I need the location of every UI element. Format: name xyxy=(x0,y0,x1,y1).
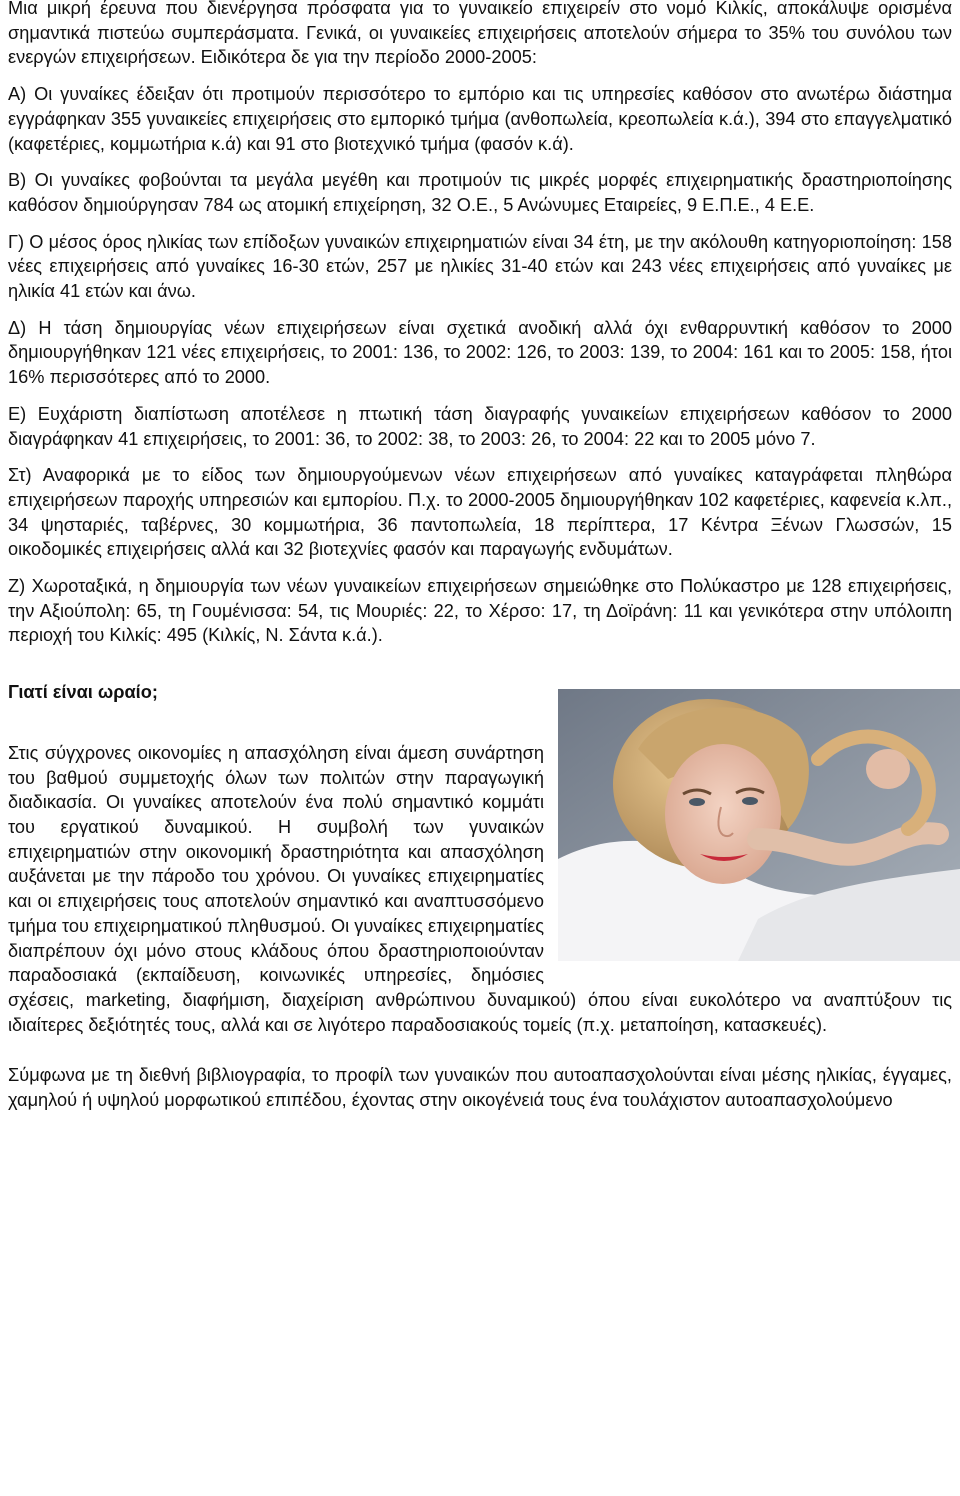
paragraph-why: Στις σύγχρονες οικονομίες η απασχόληση είναι άμεση συνάρτηση του βαθμού συμμετοχής όλων των πολιτών στην παραγωγική διαδικασία. Οι γυναίκες αποτελούν ένα πολύ σημαντικό κομμάτι του εργατικού δυναμικού. Η συμβολή των γυναικών επιχειρηματιών στην οικονομική δραστηριότητα και απασχόληση αυξάνεται με την πάροδο του χρόνου. Οι γυναίκες επιχειρηματίες και οι επιχειρήσεις τους αποτελούν σημαντικό και αναπτυσσόμενο τμήμα του επιχειρηματικού πληθυσμού. Οι γυναίκες επιχειρηματίες διαπρέπουν όχι μόνο στους κλάδους όπου δραστηριοποιούνταν παραδοσιακά (εκπαίδευση, κοινωνικές υπηρεσίες, δημόσιες σχέσεις, marketing, διαφήμιση, διαχείριση ανθρώπινου δυναμικού) όπου είναι ευκολότερο να αναπτύξουν τις ιδιαίτερες δεξιότητές τους, αλλά και σε λιγότερο παραδοσιακούς τομείς (π.χ. μεταποίηση, κατασκευές). xyxy=(8,742,952,1035)
section-heading: Γιατί είναι ωραίο; xyxy=(8,682,158,703)
paragraph-c: Γ) Ο μέσος όρος ηλικίας των επίδοξων γυναικών επιχειρηματιών είναι 34 έτη, με την ακόλουθη κατηγοριοποίηση: 158 νέες επιχειρήσεις από γυναίκες 16-30 ετών, 257 με ηλικίες 31-40 ετών και 243 νέες επιχειρήσεις από γυναίκες με ηλικία 41 ετών και άνω. xyxy=(8,231,952,302)
paragraph-intro: Μια μικρή έρευνα που διενέργησα πρόσφατα για το γυναικείο επιχειρείν στο νομό Κιλκίς, αποκάλυψε ορισμένα σημαντικά πιστεύω συμπεράσματα. Γενικά, οι γυναικείες επιχειρήσεις αποτελούν σήμερα το 35% του συνόλου των ενεργών επιχειρήσεων. Ειδικότερα δε για την περίοδο 2000-2005: xyxy=(8,0,952,68)
portrait-illustration xyxy=(558,689,960,961)
woman-portrait-photo xyxy=(558,689,960,961)
paragraph-last: Σύμφωνα με τη διεθνή βιβλιογραφία, το προφίλ των γυναικών που αυτοαπασχολούνται είναι μέσης ηλικίας, έγγαμες, χαμηλού ή υψηλού μορφωτικού επιπέδου, έχοντας στην οικογένειά τους ένα τουλάχιστον αυτοαπασχολούμενο xyxy=(8,1065,952,1111)
paragraph-b: Β) Οι γυναίκες φοβούνται τα μεγάλα μεγέθη και προτιμούν τις μικρές μορφές επιχειρηματικής δραστηριοποίησης καθόσον δημιούργησαν 784 ως ατομική επιχείρηση, 32 Ο.Ε., 5 Ανώνυμες Εταιρείες, 9 Ε.Π.Ε., 4 Ε.Ε. xyxy=(8,170,952,215)
paragraph-d: Δ) Η τάση δημιουργίας νέων επιχειρήσεων είναι σχετικά ανοδική αλλά όχι ενθαρρυντική καθόσον το 2000 δημιουργήθηκαν 121 νέες επιχειρήσεις, το 2001: 136, το 2002: 126, το 2003: 139, το 2004: 161 και το 2005: 158, ήτοι 16% περισσότερες από το 2000. xyxy=(8,317,952,388)
paragraph-e: Ε) Ευχάριστη διαπίστωση αποτέλεσε η πτωτική τάση διαγραφής γυναικείων επιχειρήσεων καθόσον το 2000 διαγράφηκαν 41 επιχειρήσεις, το 2001: 36, το 2002: 38, το 2003: 26, το 2004: 22 και το 2005 μόνο 7. xyxy=(8,403,952,449)
paragraph-a: Α) Οι γυναίκες έδειξαν ότι προτιμούν περισσότερο το εμπόριο και τις υπηρεσίες καθόσον στο ανωτέρω διάστημα εγγράφηκαν 355 γυναικείες επιχειρήσεις στο εμπορικό τμήμα (ανθοπωλεία, κρεοπωλεία κ.ά.), 394 στο επαγγελματικό (καφετέριες, κομμωτήρια κ.ά) και 91 στο βιοτεχνικό τμήμα (φασόν κ.ά). xyxy=(8,84,952,154)
paragraph-st: Στ) Αναφορικά με το είδος των δημιουργούμενων νέων επιχειρήσεων από γυναίκες καταγράφεται πληθώρα επιχειρήσεων παροχής υπηρεσιών και εμπορίου. Π.χ. το 2000-2005 δημιουργήθηκαν 102 καφετέριες, καφενεία κ.λπ., 34 ψησταριές, ταβέρνες, 30 κομμωτήρια, 36 παντοπωλεία, 18 περίπτερα, 17 Κέντρα Ξένων Γλωσσών, 15 οικοδομικές επιχειρήσεις αλλά και 32 βιοτεχνίες φασόν και παραγωγής ενδυμάτων. xyxy=(8,465,952,560)
paragraph-z: Ζ) Χωροταξικά, η δημιουργία των νέων γυναικείων επιχειρήσεων σημειώθηκε στο Πολύκαστρο με 128 επιχειρήσεις, την Αξιούπολη: 65, τη Γουμένισσα: 54, τις Μουριές: 22, το Χέρσο: 17, τη Δοϊράνη: 11 και γενικότερα στην υπόλοιπη περιοχή του Κιλκίς: 495 (Κιλκίς, Ν. Σάντα κ.ά.). xyxy=(8,576,952,646)
